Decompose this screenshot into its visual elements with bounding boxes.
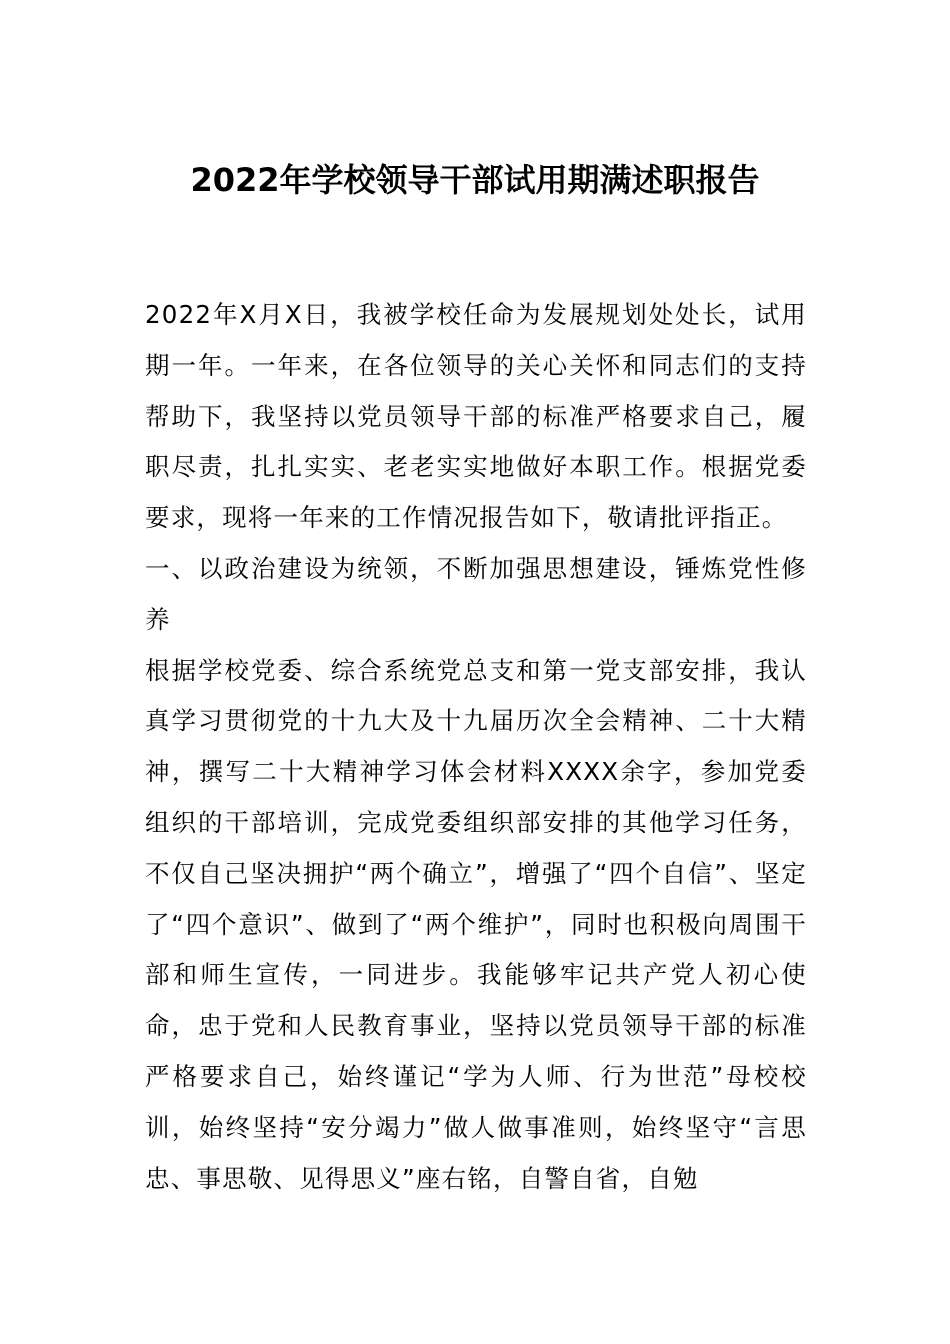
- paragraph-section-1: 根据学校党委、综合系统党总支和第一党支部安排，我认真学习贯彻党的十九大及十九届历次全会精神、二十大精神，撰写二十大精神学习体会材料XXXX余字，参加党委组织的干部培训，完成党委组织部安排的其他学习任务，不仅自己坚决拥护“两个确立”，增强了“四个自信”、坚定了“四个意识”、做到了“两个维护”，同时也积极向周围干部和师生宣传，一同进步。我能够牢记共产党人初心使命，忠于党和人民教育事业，坚持以党员领导干部的标准严格要求自己，始终谨记“学为人师、行为世范”母校校训，始终坚持“安分竭力”做人做事准则，始终坚守“言思忠、事思敬、见得思义”座右铭，自警自省，自勉: [145, 655, 807, 1193]
- paragraph-intro: 2022年X月X日，我被学校任命为发展规划处处长，试用期一年。一年来，在各位领导的关心关怀和同志们的支持帮助下，我坚持以党员领导干部的标准严格要求自己，履职尽责，扎扎实实、老老实实地做好本职工作。根据党委要求，现将一年来的工作情况报告如下，敬请批评指正。: [145, 300, 807, 533]
- section-heading-1: 一、以政治建设为统领，不断加强思想建设，锤炼党性修养: [145, 553, 807, 634]
- document-title: 2022年学校领导干部试用期满述职报告: [190, 161, 760, 199]
- document-body: [145, 290, 807, 1204]
